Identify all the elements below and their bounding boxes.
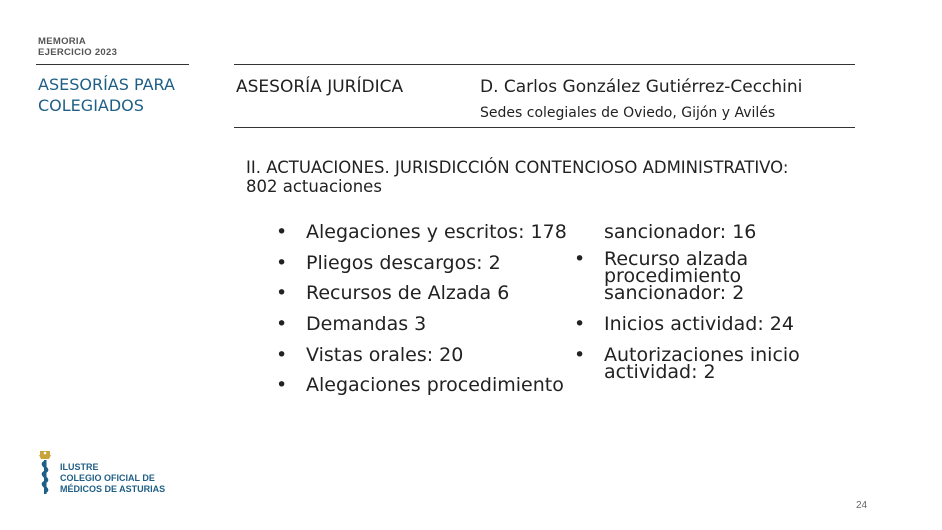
report-label bbox=[38, 36, 117, 58]
list-item: • Alegaciones y escritos: 178 bbox=[276, 220, 576, 251]
list-item-line: sancionador: 2 bbox=[604, 282, 745, 304]
heading-name: D. Carlos González Gutiérrez-Cecchini bbox=[480, 77, 803, 97]
list-item: • Pliegos descargos: 2 bbox=[276, 251, 576, 282]
list-item-line: • Autorizaciones inicio bbox=[604, 344, 800, 366]
header-top-rule bbox=[234, 64, 855, 65]
heading-title: ASESORÍA JURÍDICA bbox=[236, 77, 404, 97]
section-title-line1: II. ACTUACIONES. JURISDICCIÓN CONTENCIOSO ADMINISTRATIVO: bbox=[246, 158, 789, 177]
list-item: • Demandas 3 bbox=[276, 312, 576, 343]
report-year: EJERCICIO 2023 bbox=[38, 47, 118, 58]
list-item bbox=[574, 248, 834, 304]
list-item: • Recursos de Alzada 6 bbox=[276, 281, 576, 312]
sidebar-section-title bbox=[38, 74, 175, 116]
page-number: 24 bbox=[856, 500, 868, 511]
sidebar-divider bbox=[36, 64, 189, 65]
college-logo-icon bbox=[36, 450, 54, 498]
actuaciones-list-right bbox=[574, 220, 834, 381]
college-name-line3: MÉDICOS DE ASTURIAS bbox=[60, 484, 166, 494]
list-item: • Alegaciones procedimiento bbox=[276, 373, 576, 404]
college-name-line2: COLEGIO OFICIAL DE bbox=[60, 473, 155, 483]
list-item: • Inicios actividad: 24 bbox=[574, 316, 834, 333]
college-name-line1: ILUSTRE bbox=[60, 462, 99, 472]
sidebar-title-line1: ASESORÍAS PARA bbox=[38, 75, 175, 94]
actuaciones-list-left bbox=[276, 220, 576, 404]
heading-subtitle: Sedes colegiales de Oviedo, Gijón y Avilés bbox=[480, 105, 776, 121]
sidebar-title-line2: COLEGIADOS bbox=[38, 96, 144, 115]
report-memoria: MEMORIA bbox=[38, 36, 87, 47]
section-title-line2: 802 actuaciones bbox=[246, 177, 382, 196]
header-bottom-rule bbox=[234, 127, 855, 128]
section-title bbox=[246, 158, 866, 196]
list-item: • Vistas orales: 20 bbox=[276, 343, 576, 374]
list-item-line: • Recurso alzada bbox=[604, 248, 749, 270]
college-name bbox=[60, 462, 165, 495]
list-item-continuation: sancionador: 16 bbox=[604, 221, 757, 243]
list-item bbox=[574, 344, 834, 383]
list-item-line: procedimiento bbox=[604, 265, 742, 287]
list-item-line: actividad: 2 bbox=[604, 361, 716, 383]
